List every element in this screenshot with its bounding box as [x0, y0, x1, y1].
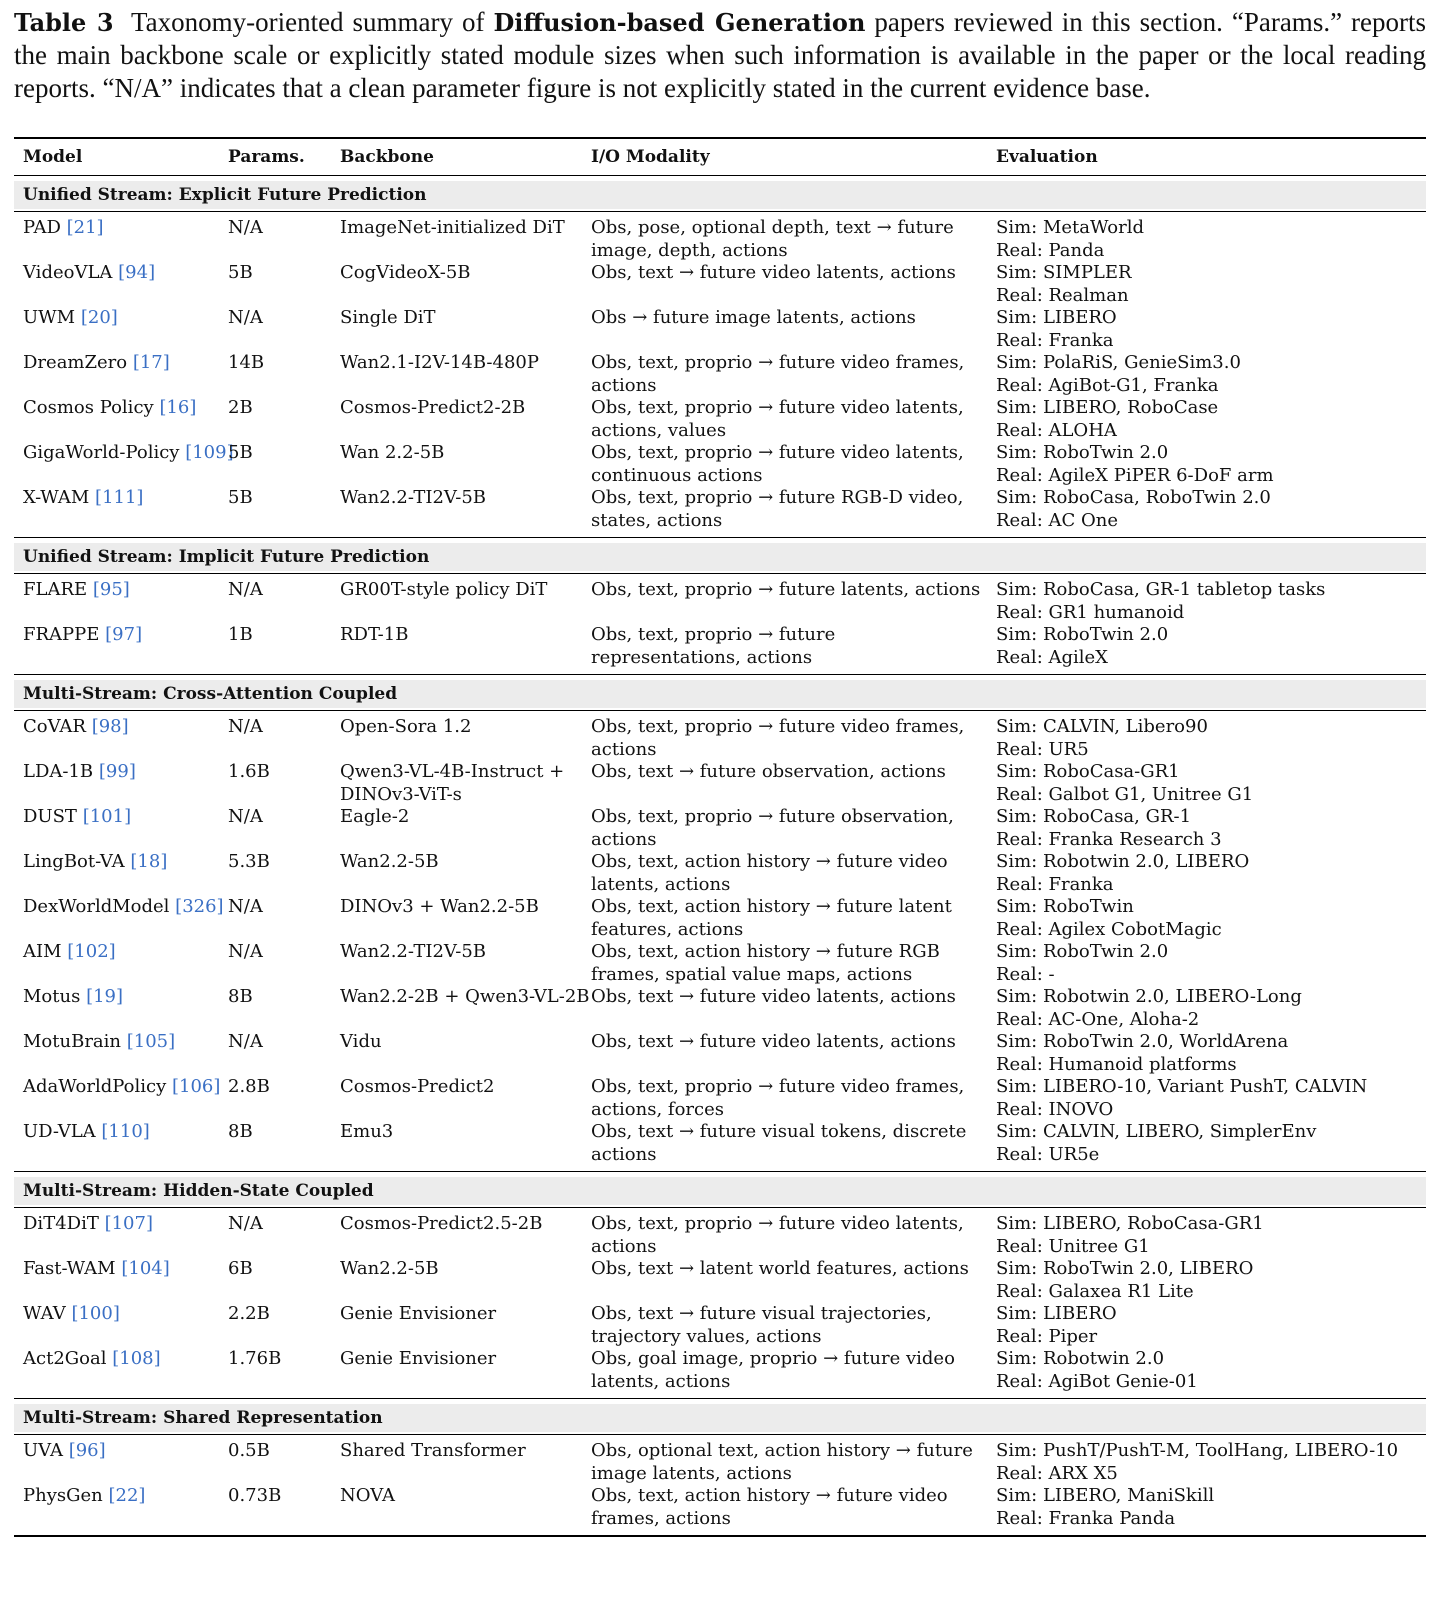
- table-row: [14, 1348, 1426, 1393]
- model-name: DiT4DiT: [23, 1213, 99, 1234]
- table-section: [14, 543, 1426, 675]
- io-modality-cell: Obs, text → future video latents, actions: [591, 986, 956, 1007]
- model-cell: [14, 307, 228, 352]
- params-cell: N/A: [228, 941, 263, 962]
- model-name: DUST: [23, 806, 77, 827]
- io-modality-cell: Obs, text, proprio → future video latents, continuous actions: [591, 442, 964, 486]
- table-row: [14, 352, 1426, 397]
- params-cell: N/A: [228, 806, 263, 827]
- sim-evaluation: Sim: LIBERO, RoboCasa-GR1: [996, 1213, 1264, 1234]
- citation-link[interactable]: [106]: [171, 1076, 221, 1097]
- backbone-cell: Qwen3-VL-4B-Instruct + DINOv3-ViT-s: [340, 761, 565, 805]
- evaluation-cell: [996, 1485, 1426, 1530]
- evaluation-cell: [996, 442, 1426, 487]
- backbone-cell: Wan2.2-TI2V-5B: [340, 941, 487, 962]
- caption-text-before: Taxonomy-oriented summary of: [131, 7, 485, 37]
- io-modality-cell: Obs, text, proprio → future video latents, actions: [591, 1213, 964, 1257]
- backbone-cell: Cosmos-Predict2-2B: [340, 397, 526, 418]
- sim-evaluation: Sim: RoboTwin 2.0: [996, 624, 1169, 645]
- real-evaluation: Real: Agilex CobotMagic: [996, 918, 1222, 940]
- table-caption: [14, 6, 1426, 105]
- io-modality-cell: Obs, pose, optional depth, text → future image, depth, actions: [591, 217, 954, 261]
- header-rule: [14, 175, 1426, 176]
- io-modality-cell: Obs, text → future video latents, actions: [591, 1031, 956, 1052]
- params-cell: N/A: [228, 1031, 263, 1052]
- table-row: [14, 1031, 1426, 1076]
- model-name: UVA: [23, 1440, 63, 1461]
- real-evaluation: Real: AgileX: [996, 646, 1108, 668]
- citation-link[interactable]: [109]: [185, 442, 234, 463]
- sim-evaluation: Sim: PushT/PushT-M, ToolHang, LIBERO-10: [996, 1440, 1399, 1461]
- table-row: [14, 487, 1426, 532]
- real-evaluation: Real: AC-One, Aloha-2: [996, 1008, 1200, 1030]
- citation-link[interactable]: [98]: [91, 716, 129, 737]
- table-row: [14, 986, 1426, 1031]
- evaluation-cell: [996, 1213, 1426, 1258]
- params-cell: N/A: [228, 716, 263, 737]
- table-row: [14, 397, 1426, 442]
- evaluation-cell: [996, 986, 1426, 1031]
- citation-link[interactable]: [108]: [112, 1348, 161, 1369]
- params-cell: 8B: [228, 1121, 253, 1142]
- summary-table: [14, 137, 1426, 1537]
- io-modality-cell: Obs, text → future video latents, actions: [591, 262, 956, 283]
- params-cell: 0.5B: [228, 1440, 270, 1461]
- citation-link[interactable]: [22]: [108, 1485, 146, 1506]
- params-cell: 14B: [228, 352, 265, 373]
- params-cell: 5B: [228, 487, 253, 508]
- citation-link[interactable]: [17]: [132, 352, 170, 373]
- citation-link[interactable]: [16]: [159, 397, 197, 418]
- section-title: Unified Stream: Implicit Future Prediction: [14, 543, 1426, 571]
- citation-link[interactable]: [105]: [126, 1031, 176, 1052]
- model-cell: [14, 262, 228, 307]
- model-cell: [14, 1031, 228, 1076]
- params-cell: 5.3B: [228, 851, 270, 872]
- table-label: Table 3: [14, 8, 114, 37]
- model-name: MotuBrain: [23, 1031, 122, 1052]
- params-cell: 1.6B: [228, 761, 270, 782]
- model-name: GigaWorld-Policy: [23, 442, 180, 463]
- model-cell: [14, 397, 228, 442]
- citation-link[interactable]: [97]: [105, 624, 143, 645]
- model-name: UD-VLA: [23, 1121, 96, 1142]
- backbone-cell: GR00T-style policy DiT: [340, 579, 548, 600]
- real-evaluation: Real: AgileX PiPER 6-DoF arm: [996, 464, 1274, 486]
- sim-evaluation: Sim: RoboTwin 2.0, WorldArena: [996, 1031, 1289, 1052]
- evaluation-cell: [996, 761, 1426, 806]
- backbone-cell: NOVA: [340, 1485, 395, 1506]
- section-body: [14, 1208, 1426, 1398]
- citation-link[interactable]: [20]: [80, 307, 118, 328]
- sim-evaluation: Sim: LIBERO: [996, 307, 1117, 328]
- citation-link[interactable]: [18]: [130, 851, 168, 872]
- evaluation-cell: [996, 851, 1426, 896]
- bottom-rule: [14, 1535, 1426, 1537]
- evaluation-cell: [996, 1303, 1426, 1348]
- backbone-cell: Single DiT: [340, 307, 436, 328]
- params-cell: N/A: [228, 307, 263, 328]
- model-name: AdaWorldPolicy: [23, 1076, 167, 1097]
- sim-evaluation: Sim: SIMPLER: [996, 262, 1132, 283]
- sim-evaluation: Sim: RoboCasa, RoboTwin 2.0: [996, 487, 1271, 508]
- model-cell: [14, 1258, 228, 1303]
- params-cell: 2.8B: [228, 1076, 270, 1097]
- real-evaluation: Real: UR5e: [996, 1143, 1100, 1165]
- io-modality-cell: Obs, text → future observation, actions: [591, 761, 946, 782]
- backbone-cell: Shared Transformer: [340, 1440, 526, 1461]
- caption-bold: Diffusion-based Generation: [493, 8, 866, 37]
- io-modality-cell: Obs, text, proprio → future video latents, actions, values: [591, 397, 964, 441]
- model-name: CoVAR: [23, 716, 86, 737]
- backbone-cell: Wan2.2-5B: [340, 1258, 439, 1279]
- model-cell: [14, 1303, 228, 1348]
- section-body: [14, 711, 1426, 1171]
- io-modality-cell: Obs, text, action history → future video latents, actions: [591, 851, 948, 895]
- citation-link[interactable]: [19]: [86, 986, 124, 1007]
- io-modality-cell: Obs, text, action history → future video frames, actions: [591, 1485, 948, 1529]
- real-evaluation: Real: Realman: [996, 284, 1129, 306]
- io-modality-cell: Obs, text, proprio → future video frames, actions, forces: [591, 1076, 965, 1120]
- model-cell: [14, 986, 228, 1031]
- io-modality-cell: Obs, text, proprio → future video frames, actions: [591, 352, 965, 396]
- citation-link[interactable]: [100]: [71, 1303, 120, 1324]
- model-name: AIM: [23, 941, 62, 962]
- io-modality-cell: Obs, text, proprio → future observation, actions: [591, 806, 954, 850]
- model-cell: [14, 1348, 228, 1393]
- io-modality-cell: Obs, text, proprio → future video frames, actions: [591, 716, 965, 760]
- evaluation-cell: [996, 806, 1426, 851]
- table-row: [14, 1258, 1426, 1303]
- params-cell: 1.76B: [228, 1348, 282, 1369]
- params-cell: 2.2B: [228, 1303, 270, 1324]
- section-body: [14, 1435, 1426, 1535]
- section-end-rule: [14, 1398, 1426, 1399]
- evaluation-cell: [996, 1076, 1426, 1121]
- io-modality-cell: Obs, text, action history → future RGB frames, spatial value maps, actions: [591, 941, 940, 985]
- section-end-rule: [14, 537, 1426, 538]
- evaluation-cell: [996, 217, 1426, 262]
- io-modality-cell: Obs, text, proprio → future representations, actions: [591, 624, 836, 668]
- real-evaluation: Real: Galbot G1, Unitree G1: [996, 783, 1254, 805]
- sim-evaluation: Sim: LIBERO, ManiSkill: [996, 1485, 1215, 1506]
- table-row: [14, 442, 1426, 487]
- citation-link[interactable]: [21]: [66, 217, 104, 238]
- real-evaluation: Real: UR5: [996, 738, 1089, 760]
- backbone-cell: Cosmos-Predict2.5-2B: [340, 1213, 543, 1234]
- backbone-cell: Wan2.2-TI2V-5B: [340, 487, 487, 508]
- params-cell: 0.73B: [228, 1485, 282, 1506]
- citation-link[interactable]: [99]: [98, 761, 136, 782]
- sim-evaluation: Sim: Robotwin 2.0: [996, 1348, 1165, 1369]
- sim-evaluation: Sim: RoboTwin 2.0: [996, 442, 1169, 463]
- model-cell: [14, 1076, 228, 1121]
- section-title: Multi-Stream: Shared Representation: [14, 1404, 1426, 1432]
- backbone-cell: Vidu: [340, 1031, 382, 1052]
- citation-link[interactable]: [110]: [101, 1121, 150, 1142]
- model-name: FRAPPE: [23, 624, 100, 645]
- model-name: WAV: [23, 1303, 66, 1324]
- table-row: [14, 579, 1426, 624]
- params-cell: N/A: [228, 896, 263, 917]
- section-body: [14, 574, 1426, 674]
- header-row: [14, 139, 1426, 175]
- real-evaluation: Real: AgiBot Genie-01: [996, 1370, 1198, 1392]
- params-cell: N/A: [228, 217, 263, 238]
- table-row: [14, 1121, 1426, 1166]
- evaluation-cell: [996, 487, 1426, 532]
- model-cell: [14, 579, 228, 624]
- real-evaluation: Real: AgiBot-G1, Franka: [996, 374, 1219, 396]
- io-modality-cell: Obs, optional text, action history → future image latents, actions: [591, 1440, 973, 1484]
- model-name: Cosmos Policy: [23, 397, 154, 418]
- sim-evaluation: Sim: Robotwin 2.0, LIBERO: [996, 851, 1250, 872]
- citation-link[interactable]: [101]: [82, 806, 132, 827]
- model-cell: [14, 624, 228, 669]
- model-cell: [14, 1440, 228, 1485]
- header-model: Model: [23, 147, 83, 167]
- model-cell: [14, 716, 228, 761]
- table-row: [14, 851, 1426, 896]
- evaluation-cell: [996, 624, 1426, 669]
- real-evaluation: Real: ARX X5: [996, 1462, 1118, 1484]
- header-io: I/O Modality: [591, 147, 710, 167]
- model-cell: [14, 941, 228, 986]
- evaluation-cell: [996, 896, 1426, 941]
- evaluation-cell: [996, 1348, 1426, 1393]
- io-modality-cell: Obs, text, proprio → future RGB-D video, states, actions: [591, 487, 964, 531]
- table-row: [14, 806, 1426, 851]
- backbone-cell: Emu3: [340, 1121, 394, 1142]
- model-name: PAD: [23, 217, 61, 238]
- sim-evaluation: Sim: LIBERO, RoboCase: [996, 397, 1219, 418]
- table-row: [14, 716, 1426, 761]
- table-row: [14, 1213, 1426, 1258]
- model-cell: [14, 442, 234, 487]
- model-name: FLARE: [23, 579, 88, 600]
- io-modality-cell: Obs, text → future visual trajectories, trajectory values, actions: [591, 1303, 932, 1347]
- evaluation-cell: [996, 579, 1426, 624]
- model-name: UWM: [23, 307, 76, 328]
- evaluation-cell: [996, 1031, 1426, 1076]
- header-evaluation: Evaluation: [996, 147, 1098, 167]
- real-evaluation: Real: INOVO: [996, 1098, 1114, 1120]
- params-cell: 5B: [228, 262, 253, 283]
- backbone-cell: DINOv3 + Wan2.2-5B: [340, 896, 539, 917]
- real-evaluation: Real: Panda: [996, 239, 1105, 261]
- table-section: [14, 1177, 1426, 1399]
- io-modality-cell: Obs, text, proprio → future latents, actions: [591, 579, 981, 600]
- io-modality-cell: Obs → future image latents, actions: [591, 307, 916, 328]
- evaluation-cell: [996, 397, 1426, 442]
- real-evaluation: Real: Franka Research 3: [996, 828, 1222, 850]
- citation-link[interactable]: [102]: [67, 941, 116, 962]
- citation-link[interactable]: [326]: [175, 896, 224, 917]
- backbone-cell: Genie Envisioner: [340, 1303, 497, 1324]
- real-evaluation: Real: AC One: [996, 509, 1118, 531]
- model-cell: [14, 487, 228, 532]
- io-modality-cell: Obs, text → future visual tokens, discrete actions: [591, 1121, 967, 1165]
- citation-link[interactable]: [96]: [68, 1440, 106, 1461]
- sim-evaluation: Sim: LIBERO-10, Variant PushT, CALVIN: [996, 1076, 1368, 1097]
- backbone-cell: Wan2.2-2B + Qwen3-VL-2B: [340, 986, 590, 1007]
- params-cell: 1B: [228, 624, 253, 645]
- section-end-rule: [14, 674, 1426, 675]
- io-modality-cell: Obs, text → latent world features, actions: [591, 1258, 969, 1279]
- backbone-cell: CogVideoX-5B: [340, 262, 471, 283]
- sim-evaluation: Sim: Robotwin 2.0, LIBERO-Long: [996, 986, 1302, 1007]
- evaluation-cell: [996, 716, 1426, 761]
- params-cell: 2B: [228, 397, 253, 418]
- sim-evaluation: Sim: CALVIN, Libero90: [996, 716, 1208, 737]
- model-name: DexWorldModel: [23, 896, 170, 917]
- table-row: [14, 1303, 1426, 1348]
- real-evaluation: Real: Franka Panda: [996, 1507, 1176, 1529]
- citation-link[interactable]: [111]: [95, 487, 144, 508]
- real-evaluation: Real: Franka: [996, 329, 1114, 351]
- table-row: [14, 896, 1426, 941]
- sim-evaluation: Sim: CALVIN, LIBERO, SimplerEnv: [996, 1121, 1317, 1142]
- model-cell: [14, 352, 228, 397]
- model-cell: [14, 217, 228, 262]
- params-cell: 5B: [228, 442, 253, 463]
- backbone-cell: ImageNet-initialized DiT: [340, 217, 565, 238]
- section-title: Multi-Stream: Cross-Attention Coupled: [14, 680, 1426, 708]
- header-params: Params.: [228, 147, 305, 167]
- citation-link[interactable]: [95]: [92, 579, 130, 600]
- evaluation-cell: [996, 352, 1426, 397]
- table-row: [14, 1076, 1426, 1121]
- evaluation-cell: [996, 307, 1426, 352]
- section-body: [14, 212, 1426, 537]
- table-row: [14, 1440, 1426, 1485]
- model-name: DreamZero: [23, 352, 128, 373]
- citation-link[interactable]: [94]: [118, 262, 156, 283]
- real-evaluation: Real: ALOHA: [996, 419, 1117, 441]
- params-cell: 6B: [228, 1258, 253, 1279]
- evaluation-cell: [996, 262, 1426, 307]
- table-row: [14, 262, 1426, 307]
- model-name: Fast-WAM: [23, 1258, 116, 1279]
- backbone-cell: Genie Envisioner: [340, 1348, 497, 1369]
- model-name: VideoVLA: [23, 262, 113, 283]
- model-cell: [14, 896, 228, 941]
- model-name: PhysGen: [23, 1485, 103, 1506]
- table-section: [14, 1404, 1426, 1537]
- sim-evaluation: Sim: RoboTwin 2.0: [996, 941, 1169, 962]
- sim-evaluation: Sim: RoboCasa, GR-1: [996, 806, 1192, 827]
- model-name: Motus: [23, 986, 81, 1007]
- sim-evaluation: Sim: RoboCasa, GR-1 tabletop tasks: [996, 579, 1326, 600]
- model-cell: [14, 1213, 228, 1258]
- io-modality-cell: Obs, text, action history → future latent features, actions: [591, 896, 952, 940]
- params-cell: 8B: [228, 986, 253, 1007]
- evaluation-cell: [996, 1258, 1426, 1303]
- sim-evaluation: Sim: RoboTwin: [996, 896, 1134, 917]
- real-evaluation: Real: Franka: [996, 873, 1114, 895]
- model-name: Act2Goal: [23, 1348, 107, 1369]
- citation-link[interactable]: [104]: [121, 1258, 170, 1279]
- backbone-cell: Cosmos-Predict2: [340, 1076, 495, 1097]
- section-title: Multi-Stream: Hidden-State Coupled: [14, 1177, 1426, 1205]
- params-cell: N/A: [228, 1213, 263, 1234]
- io-modality-cell: Obs, goal image, proprio → future video latents, actions: [591, 1348, 955, 1392]
- backbone-cell: Eagle-2: [340, 806, 410, 827]
- section-title: Unified Stream: Explicit Future Prediction: [14, 181, 1426, 209]
- sim-evaluation: Sim: LIBERO: [996, 1303, 1117, 1324]
- backbone-cell: Open-Sora 1.2: [340, 716, 472, 737]
- model-name: LingBot-VA: [23, 851, 125, 872]
- sim-evaluation: Sim: MetaWorld: [996, 217, 1144, 238]
- sim-evaluation: Sim: PolaRiS, GenieSim3.0: [996, 352, 1241, 373]
- model-name: X-WAM: [23, 487, 90, 508]
- table-row: [14, 624, 1426, 669]
- sim-evaluation: Sim: RoboTwin 2.0, LIBERO: [996, 1258, 1254, 1279]
- real-evaluation: Real: Piper: [996, 1325, 1098, 1347]
- table-section: [14, 181, 1426, 538]
- real-evaluation: Real: Galaxea R1 Lite: [996, 1280, 1194, 1302]
- table-row: [14, 1485, 1426, 1530]
- model-cell: [14, 1485, 228, 1530]
- citation-link[interactable]: [107]: [104, 1213, 153, 1234]
- evaluation-cell: [996, 941, 1426, 986]
- evaluation-cell: [996, 1121, 1426, 1166]
- table-body: [14, 181, 1426, 1537]
- table-section: [14, 680, 1426, 1172]
- sim-evaluation: Sim: RoboCasa-GR1: [996, 761, 1180, 782]
- backbone-cell: Wan2.2-5B: [340, 851, 439, 872]
- real-evaluation: Real: Unitree G1: [996, 1235, 1150, 1257]
- params-cell: N/A: [228, 579, 263, 600]
- table-row: [14, 761, 1426, 806]
- backbone-cell: Wan 2.2-5B: [340, 442, 445, 463]
- evaluation-cell: [996, 1440, 1426, 1485]
- section-end-rule: [14, 1171, 1426, 1172]
- model-cell: [14, 761, 228, 806]
- table-row: [14, 941, 1426, 986]
- model-cell: [14, 1121, 228, 1166]
- real-evaluation: Real: -: [996, 963, 1055, 985]
- table-row: [14, 307, 1426, 352]
- caption-text-after: papers reviewed in this section. “Params.” reports the main backbone scale or explicitly stated module sizes when such information is available in the paper or the local reading reports. “N/A” indicates that a clean parameter figure is not explicitly stated in the current evidence base.: [14, 7, 1426, 103]
- model-name: LDA-1B: [23, 761, 94, 782]
- header-backbone: Backbone: [340, 147, 434, 167]
- real-evaluation: Real: GR1 humanoid: [996, 601, 1185, 623]
- real-evaluation: Real: Humanoid platforms: [996, 1053, 1237, 1075]
- model-cell: [14, 851, 228, 896]
- backbone-cell: Wan2.1-I2V-14B-480P: [340, 352, 539, 373]
- table-row: [14, 217, 1426, 262]
- model-cell: [14, 806, 228, 851]
- backbone-cell: RDT-1B: [340, 624, 409, 645]
